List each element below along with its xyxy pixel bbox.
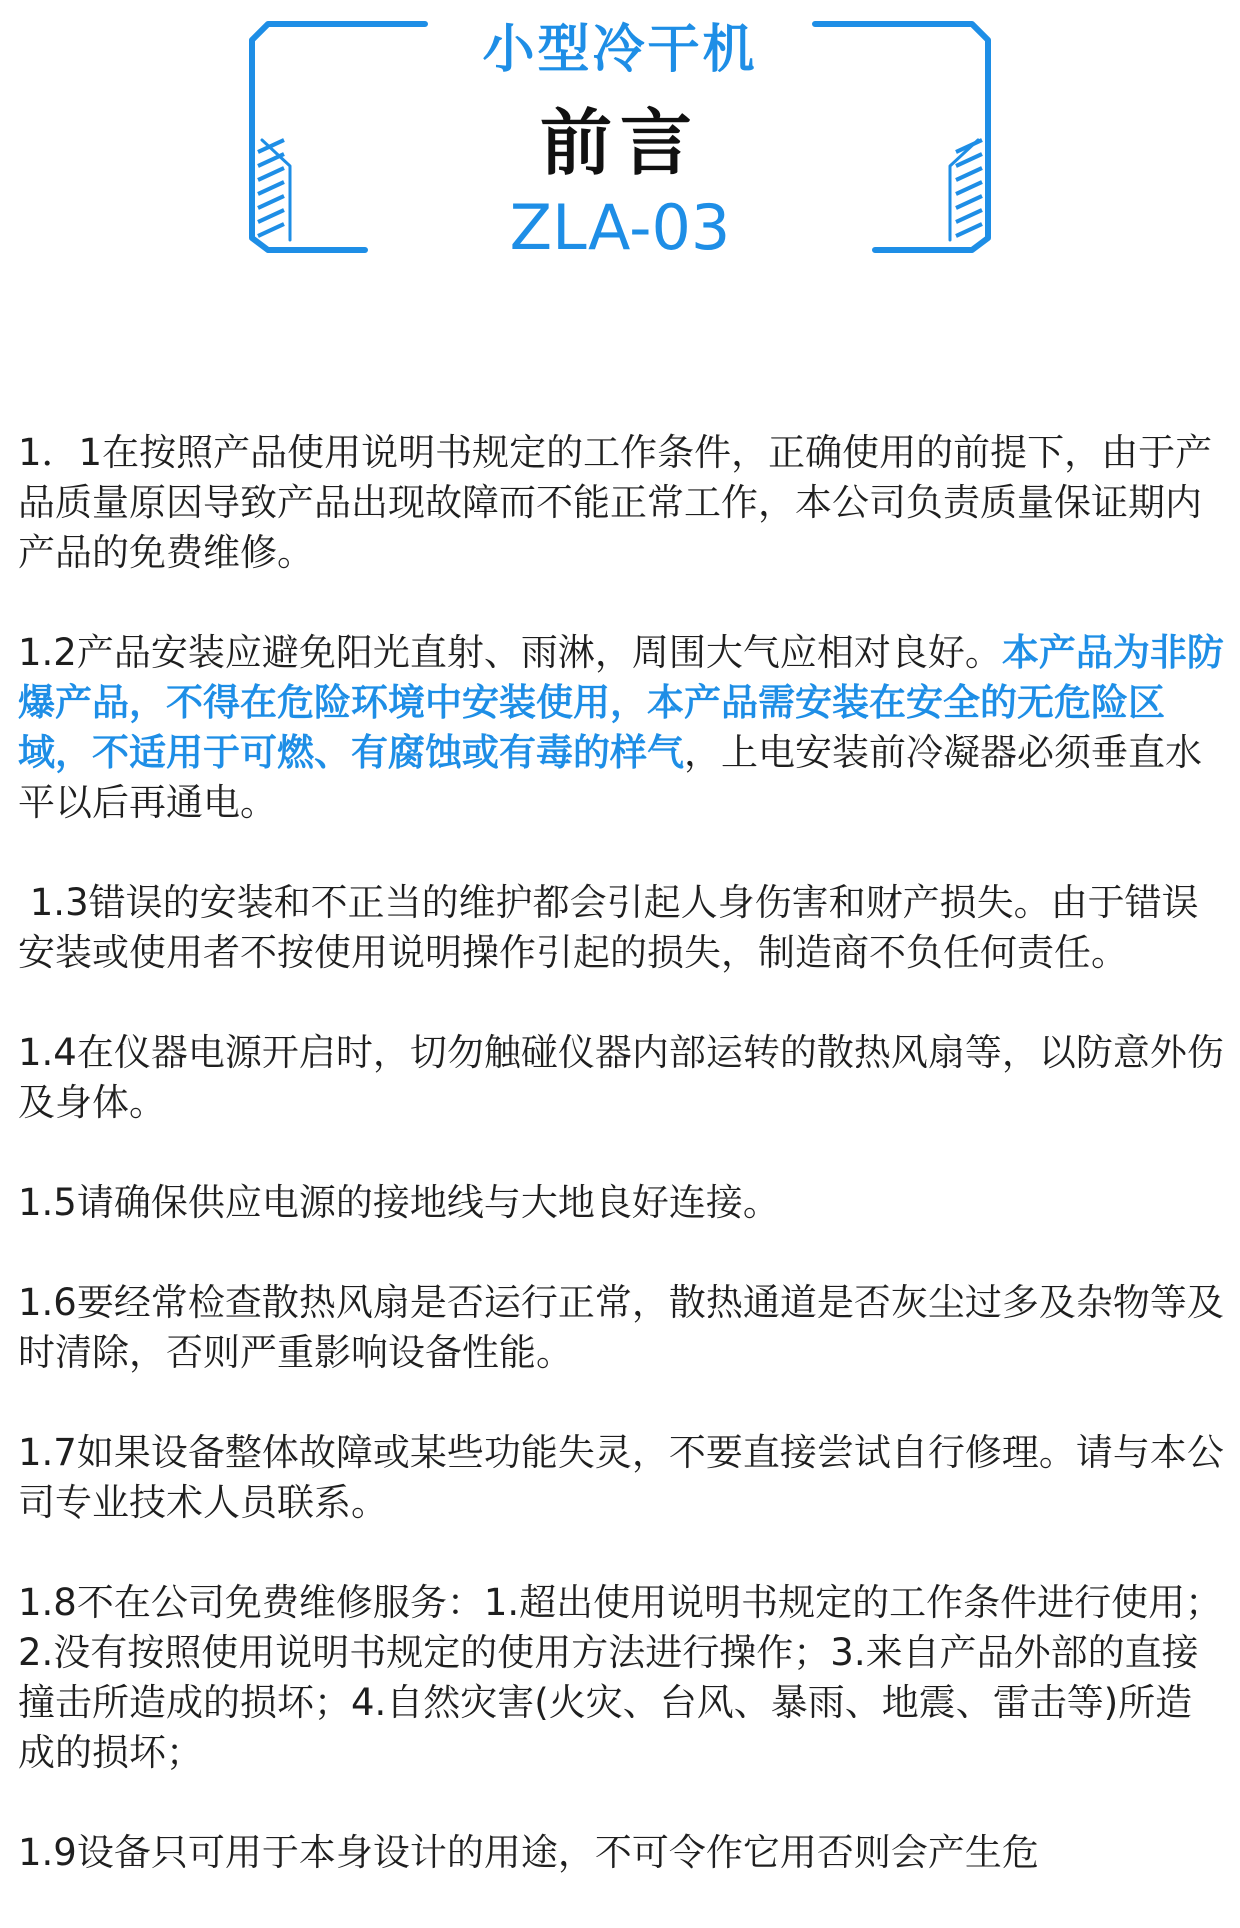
paragraph-1-8: 1.8不在公司免费维修服务：1.超出使用说明书规定的工作条件进行使用；2.没有按照使用说明书规定的使用方法进行操作；3.来自产品外部的直接撞击所造成的损坏；4.自然灾害(火灾、台风、暴雨、地震、雷击等)所造成的损坏； — [18, 1581, 1223, 1774]
product-title: 小型冷干机 — [482, 20, 758, 80]
paragraph-1-2-tail: ，上电安装前冷凝器必须垂直水平以后再通电。 — [18, 731, 1202, 824]
safety-warning-highlight: 本产品为非防爆产品，不得在危险环境中安装使用，本产品需安装在安全的无危险区域，不适用于可燃、有腐蚀或有毒的样气 — [18, 631, 1224, 774]
paragraph-1-6: 1.6要经常检查散热风扇是否运行正常，散热通道是否灰尘过多及杂物等及时清除，否则严重影响设备性能。 — [18, 1281, 1224, 1374]
paragraph-1-7: 1.7如果设备整体故障或某些功能失灵，不要直接尝试自行修理。请与本公司专业技术人员联系。 — [18, 1431, 1224, 1524]
section-title: 前言 — [539, 101, 700, 185]
paragraph-1-5: 1.5请确保供应电源的接地线与大地良好连接。 — [18, 1181, 780, 1224]
paragraph-1-3: 1.3错误的安装和不正当的维护都会引起人身伤害和财产损失。由于错误安装或使用者不按使用说明操作引起的损失，制造商不负任何责任。 — [18, 881, 1199, 974]
preface-content — [18, 428, 1224, 1928]
paragraph-1-2-text: 1.2产品安装应避免阳光直射、雨淋，周围大气应相对良好。 — [18, 631, 1002, 674]
paragraph-1-2 — [18, 628, 1224, 828]
paragraph-1-4: 1.4在仪器电源开启时，切勿触碰仪器内部运转的散热风扇等，以防意外伤及身体。 — [18, 1031, 1224, 1124]
paragraph-1-9: 1.9设备只可用于本身设计的用途，不可令作它用否则会产生危 — [18, 1831, 1039, 1874]
header-frame — [0, 0, 1240, 270]
model-number: ZLA-03 — [509, 191, 731, 264]
paragraph-1-1: 1．1在按照产品使用说明书规定的工作条件，正确使用的前提下，由于产品质量原因导致产品出现故障而不能正常工作，本公司负责质量保证期内产品的免费维修。 — [18, 431, 1213, 574]
